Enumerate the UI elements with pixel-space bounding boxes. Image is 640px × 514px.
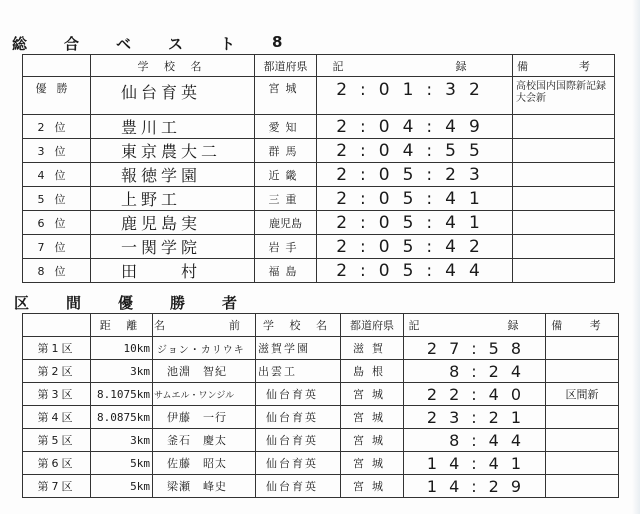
school-cell: 滋賀学園 [256, 337, 341, 360]
prefecture-cell: 鹿児島 [255, 211, 317, 235]
table-row [23, 163, 615, 187]
notes-cell [546, 452, 619, 475]
school-cell: 鹿児島実 [91, 211, 255, 235]
rank-cell: 7位 [23, 235, 91, 259]
header-distance: 距 離 [91, 314, 153, 337]
notes-cell: 区間新 [546, 383, 619, 406]
leg-cell: 第2区 [23, 360, 91, 383]
notes-cell [546, 337, 619, 360]
rank-cell: 4位 [23, 163, 91, 187]
prefecture-cell: 滋賀 [341, 337, 404, 360]
record-cell: 14:41 [404, 452, 546, 475]
distance-cell: 10km [91, 337, 153, 360]
header-name: 名 前 [153, 314, 256, 337]
school-cell: 仙台育英 [256, 452, 341, 475]
prefecture-cell: 愛知 [255, 115, 317, 139]
prefecture-cell: 宮城 [341, 452, 404, 475]
school-cell: 報徳学園 [91, 163, 255, 187]
title-char: 者 [222, 294, 238, 312]
distance-cell: 5km [91, 452, 153, 475]
record-cell: 2:05:44 [317, 259, 513, 283]
notes-cell [546, 475, 619, 498]
notes-cell [513, 211, 615, 235]
rank-cell: 3位 [23, 139, 91, 163]
title-char: 優 [118, 294, 134, 312]
notes-cell [513, 259, 615, 283]
table-header-row [23, 55, 615, 77]
title-char: 間 [66, 294, 82, 312]
header-notes: 備 考 [546, 314, 619, 337]
record-cell: 2:01:32 [317, 77, 513, 115]
prefecture-cell: 宮城 [341, 429, 404, 452]
prefecture-cell: 宮城 [341, 475, 404, 498]
prefecture-cell: 群馬 [255, 139, 317, 163]
distance-cell: 3km [91, 429, 153, 452]
notes-cell [546, 429, 619, 452]
prefecture-cell: 近畿 [255, 163, 317, 187]
record-cell: 8:44 [404, 429, 546, 452]
table-row [23, 406, 619, 429]
runner-name-cell: 梁瀬 峰史 [153, 475, 256, 498]
prefecture-cell: 宮城 [341, 406, 404, 429]
notes-cell [513, 163, 615, 187]
prefecture-cell: 宮城 [255, 77, 317, 115]
school-cell: 出雲工 [256, 360, 341, 383]
header-record: 記 録 [404, 314, 546, 337]
notes-cell [513, 235, 615, 259]
section-winners-table [22, 313, 619, 498]
record-cell: 27:58 [404, 337, 546, 360]
header-school: 学 校 名 [256, 314, 341, 337]
record-cell: 8:24 [404, 360, 546, 383]
title-char: 総 [12, 35, 28, 53]
table-row [23, 337, 619, 360]
table-row [23, 475, 619, 498]
school-cell: 仙台育英 [256, 429, 341, 452]
school-cell: 東京農大二 [91, 139, 255, 163]
notes-cell [513, 139, 615, 163]
runner-name-cell: 池淵 智紀 [153, 360, 256, 383]
record-cell: 2:05:41 [317, 211, 513, 235]
school-cell: 仙台育英 [256, 475, 341, 498]
runner-name-cell: 佐藤 昭太 [153, 452, 256, 475]
prefecture-cell: 岩手 [255, 235, 317, 259]
distance-cell: 8.1075km [91, 383, 153, 406]
header-school: 学 校 名 [91, 55, 255, 77]
leg-cell: 第5区 [23, 429, 91, 452]
table-row [23, 429, 619, 452]
header-rank [23, 55, 91, 77]
leg-cell: 第4区 [23, 406, 91, 429]
record-cell: 2:04:49 [317, 115, 513, 139]
page-edge-shadow [632, 0, 640, 514]
notes-cell: 高校国内国際新記録 大会新 [513, 77, 615, 115]
prefecture-cell: 三重 [255, 187, 317, 211]
header-notes: 備 考 [513, 55, 615, 77]
section-winners-title [14, 292, 242, 313]
table-row [23, 139, 615, 163]
school-cell: 仙台育英 [256, 383, 341, 406]
leg-cell: 第3区 [23, 383, 91, 406]
title-char: ス [168, 35, 184, 53]
table-row [23, 211, 615, 235]
runner-name-cell: ジョン・カリウキ [153, 337, 256, 360]
table-header-row [23, 314, 619, 337]
school-cell: 仙台育英 [91, 77, 255, 115]
record-cell: 22:40 [404, 383, 546, 406]
prefecture-cell: 宮城 [341, 383, 404, 406]
rank-cell: 5位 [23, 187, 91, 211]
table-row [23, 115, 615, 139]
overall-results-table [22, 54, 615, 283]
rank-cell: 8位 [23, 259, 91, 283]
header-prefecture: 都道府県 [255, 55, 317, 77]
school-cell: 仙台育英 [256, 406, 341, 429]
record-cell: 14:29 [404, 475, 546, 498]
table-row [23, 77, 615, 115]
runner-name-cell: 釜石 慶太 [153, 429, 256, 452]
title-char: 区 [14, 294, 30, 312]
title-char: ベ [116, 35, 132, 53]
header-prefecture: 都道府県 [341, 314, 404, 337]
leg-cell: 第6区 [23, 452, 91, 475]
record-cell: 2:05:41 [317, 187, 513, 211]
table-row [23, 452, 619, 475]
leg-cell: 第7区 [23, 475, 91, 498]
record-cell: 2:05:42 [317, 235, 513, 259]
runner-name-cell: 伊藤 一行 [153, 406, 256, 429]
table-row [23, 360, 619, 383]
rank-cell: 優勝 [23, 77, 91, 115]
record-cell: 2:04:55 [317, 139, 513, 163]
school-cell: 田 村 [91, 259, 255, 283]
header-leg [23, 314, 91, 337]
header-record: 記 録 [317, 55, 513, 77]
leg-cell: 第1区 [23, 337, 91, 360]
table-row [23, 235, 615, 259]
record-cell: 2:05:23 [317, 163, 513, 187]
school-cell: 豊川工 [91, 115, 255, 139]
distance-cell: 5km [91, 475, 153, 498]
table-row [23, 187, 615, 211]
runner-name-cell: サムエル・ワンジル [153, 383, 256, 406]
notes-cell [513, 187, 615, 211]
title-char: 8 [272, 33, 283, 51]
distance-cell: 8.0875km [91, 406, 153, 429]
record-cell: 23:21 [404, 406, 546, 429]
notes-cell [546, 406, 619, 429]
table-row [23, 383, 619, 406]
title-char: ト [220, 35, 236, 53]
overall-best8-title [12, 33, 292, 54]
prefecture-cell: 福島 [255, 259, 317, 283]
table-row [23, 259, 615, 283]
notes-cell [513, 115, 615, 139]
notes-cell [546, 360, 619, 383]
rank-cell: 2位 [23, 115, 91, 139]
distance-cell: 3km [91, 360, 153, 383]
rank-cell: 6位 [23, 211, 91, 235]
school-cell: 一関学院 [91, 235, 255, 259]
school-cell: 上野工 [91, 187, 255, 211]
title-char: 勝 [170, 294, 186, 312]
prefecture-cell: 島根 [341, 360, 404, 383]
title-char: 合 [64, 35, 80, 53]
